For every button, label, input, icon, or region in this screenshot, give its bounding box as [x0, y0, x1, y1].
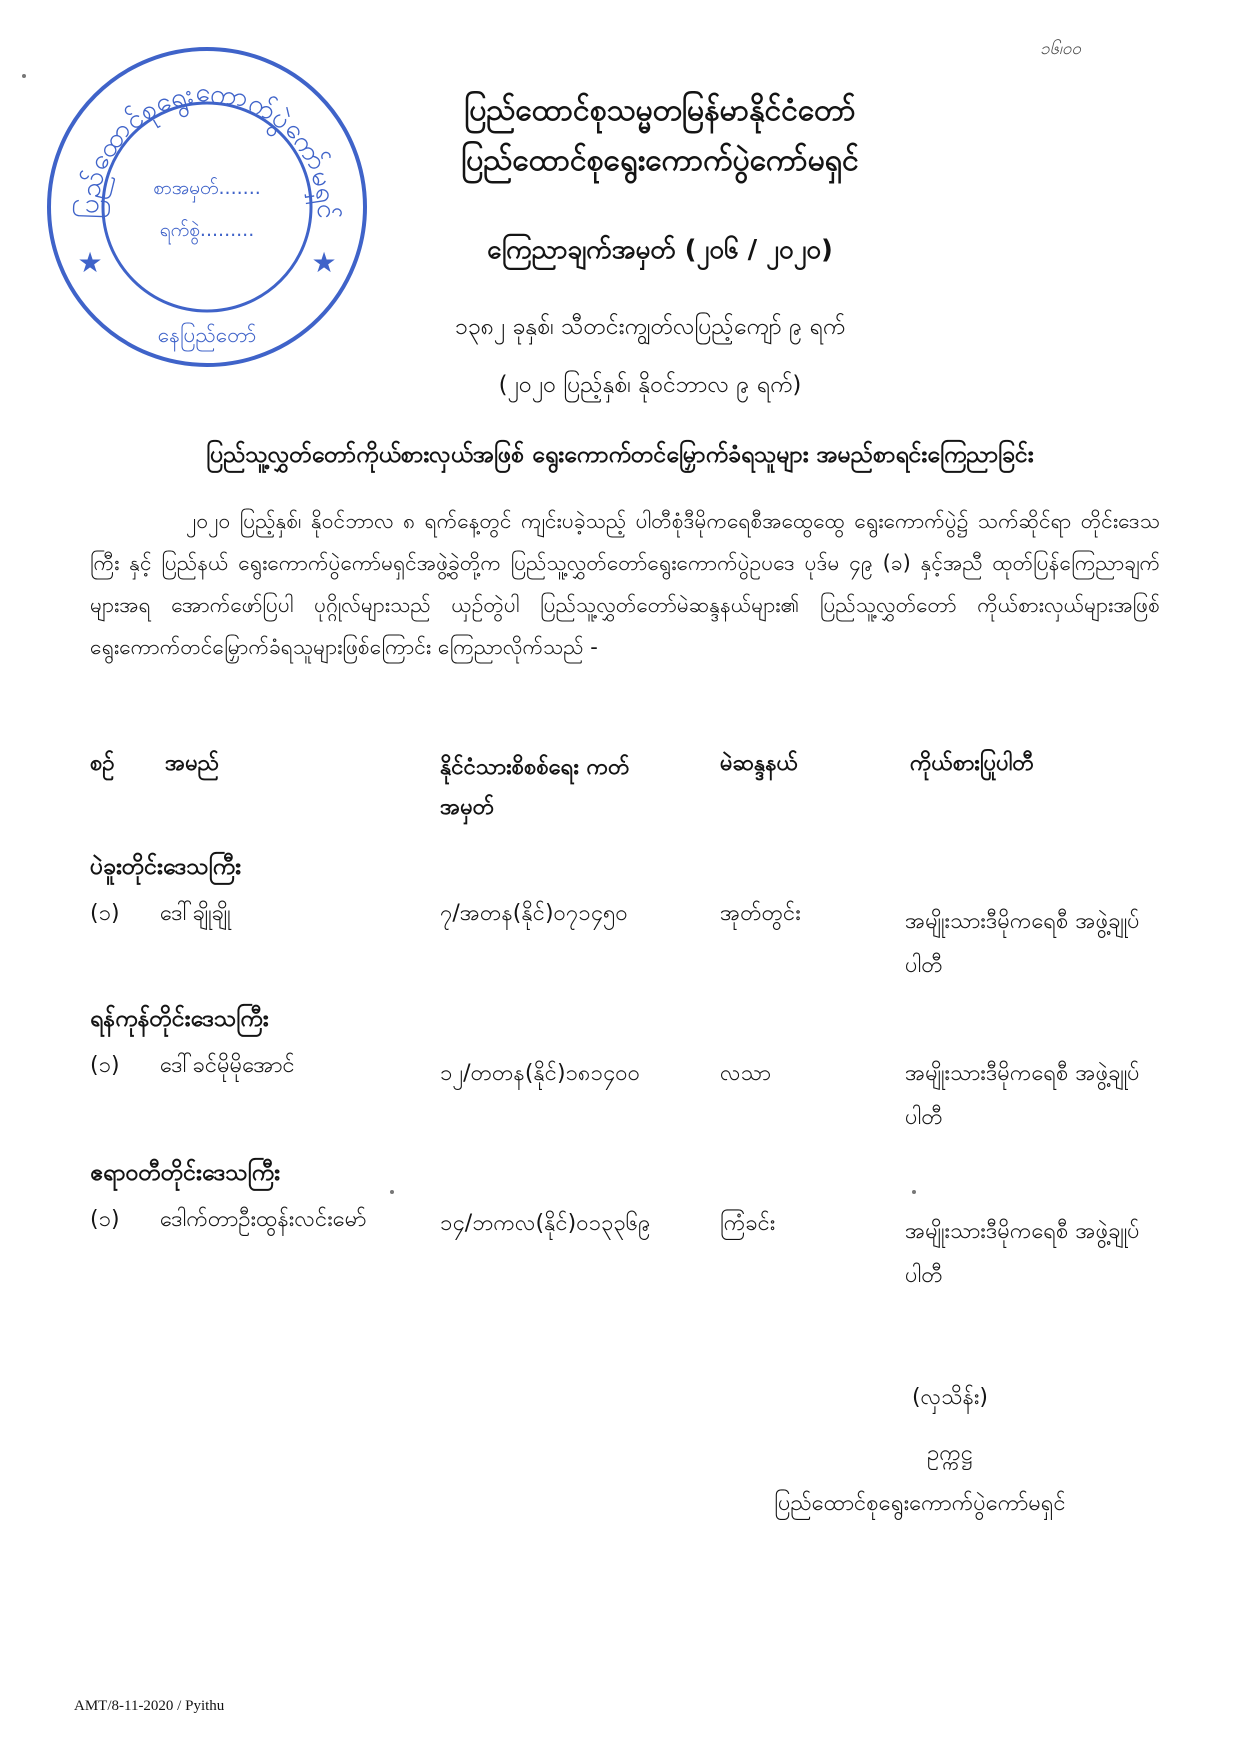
row-party: အမျိုးသားဒီမိုကရေစီ အဖွဲ့ချုပ်ပါတီ [905, 909, 1140, 978]
row-constituency: လသာ [720, 1061, 771, 1086]
column-header-constituency: မဲဆန္ဒနယ် [720, 751, 798, 776]
subject-line: ပြည်သူ့လွှတ်တော်ကိုယ်စားလှယ်အဖြစ် ရွေးကောက်တင်မြှောက်ခံရသူများ အမည်စာရင်းကြေညာခြင်း [206, 442, 1034, 468]
row-nrc: ၁၄/ဘကလ(နိုင်)၀၁၃၃၆၉ [440, 1211, 651, 1236]
signatory-organization: ပြည်ထောင်စုရွေးကောက်ပွဲကော်မရှင် [774, 1491, 1066, 1516]
notice-number: ကြေညာချက်အမှတ် (၂၀၆ / ၂၀၂၀) [487, 235, 833, 265]
row-nrc: ၇/အတန(နိုင်)၀၇၁၄၅၀ [440, 901, 628, 926]
column-header-nrc: နိုင်ငံသားစိစစ်ရေး ကတ်အမှတ် [440, 755, 630, 820]
row-serial: (၁) [90, 1207, 120, 1232]
official-seal [42, 42, 372, 372]
row-name: ဒေါက်တာဦးထွန်းလင်းမော် [160, 1207, 367, 1232]
body-paragraph: ၂၀၂၀ ပြည့်နှစ်၊ နိုဝင်ဘာလ ၈ ရက်နေ့တွင် ကျင်းပခဲ့သည့် ပါတီစုံဒီမိုကရေစီအထွေထွေ ရွေးကောက်ပွဲ၌ သက်ဆိုင်ရာ တိုင်းဒေသကြီး နှင့် ပြည်နယ် ရွေးကောက်ပွဲကော်မရှင်အဖွဲ့ခွဲတို့က ပြည်သူ့လွှတ်တော်ရွေးကောက်ပွဲဥပဒေ ပုဒ်မ ၄၉ (ခ) နှင့်အညီ ထုတ်ပြန်ကြေညာချက်များအရ အောက်ဖော်ပြပါ ပုဂ္ဂိုလ်များသည် ယှဉ်တွဲပါ ပြည်သူ့လွှတ်တော်မဲဆန္ဒနယ်များ၏ ပြည်သူ့လွှတ်တော် ကိုယ်စားလှယ်များအဖြစ် ရွေးကောက်တင်မြှောက်ခံရသူများဖြစ်ကြောင်း ကြေညာလိုက်သည် - [90, 509, 1160, 659]
row-serial: (၁) [90, 901, 120, 926]
date-gregorian: (၂၀၂၀ ပြည့်နှစ်၊ နိုဝင်ဘာလ ၉ ရက်) [498, 372, 802, 398]
seal-ring-text: ပြည်ထောင်စုရွေးကောက်ပွဲကော်မရှင် [73, 76, 343, 220]
seal-date: ရက်စွဲ......... [159, 219, 255, 241]
scan-speck [912, 1190, 916, 1194]
seal-bottom-text: နေပြည်တော် [157, 323, 257, 347]
region-heading: ပဲခူးတိုင်းဒေသကြီး [90, 854, 241, 880]
row-nrc: ၁၂/တတန(နိုင်)၁၈၁၄၀၀ [440, 1061, 640, 1086]
seal-star-icon: ★ [311, 246, 337, 279]
region-heading: ဧရာဝတီတိုင်းဒေသကြီး [90, 1160, 280, 1186]
region-heading: ရန်ကုန်တိုင်းဒေသကြီး [90, 1006, 269, 1032]
row-party: အမျိုးသားဒီမိုကရေစီ အဖွဲ့ချုပ်ပါတီ [905, 1061, 1140, 1130]
page-number: ၁၆၊၀၀ [1040, 39, 1081, 59]
header-country: ပြည်ထောင်စုသမ္မတမြန်မာနိုင်ငံတော် [464, 93, 856, 128]
scan-speck [22, 74, 26, 78]
column-header-serial: စဉ် [90, 751, 115, 776]
column-header-party: ကိုယ်စားပြုပါတီ [910, 751, 1034, 776]
row-constituency: အုတ်တွင်း [720, 901, 801, 926]
date-myanmar: ၁၃၈၂ ခုနှစ်၊ သီတင်းကျွတ်လပြည့်ကျော် ၉ ရက် [454, 314, 846, 340]
scan-speck [390, 1190, 394, 1194]
row-party: အမျိုးသားဒီမိုကရေစီ အဖွဲ့ချုပ်ပါတီ [905, 1219, 1140, 1288]
row-name: ဒေါ်ချိုချို [160, 901, 231, 926]
header-commission: ပြည်ထောင်စုရွေးကောက်ပွဲကော်မရှင် [461, 143, 859, 178]
row-constituency: ကြံခင်း [720, 1211, 776, 1236]
column-header-name: အမည် [165, 751, 220, 776]
signatory-name: (လှသိန်း) [911, 1385, 989, 1410]
seal-letter-number: စာအမှတ်....... [153, 177, 261, 199]
row-name: ဒေါ်ခင်မိုမိုအောင် [160, 1053, 295, 1078]
row-serial: (၁) [90, 1053, 120, 1078]
footer-reference: AMT/8-11-2020 / Pyithu [74, 1698, 225, 1714]
signatory-title: ဥက္ကဋ္ဌ [927, 1441, 973, 1466]
seal-star-icon: ★ [77, 246, 103, 279]
